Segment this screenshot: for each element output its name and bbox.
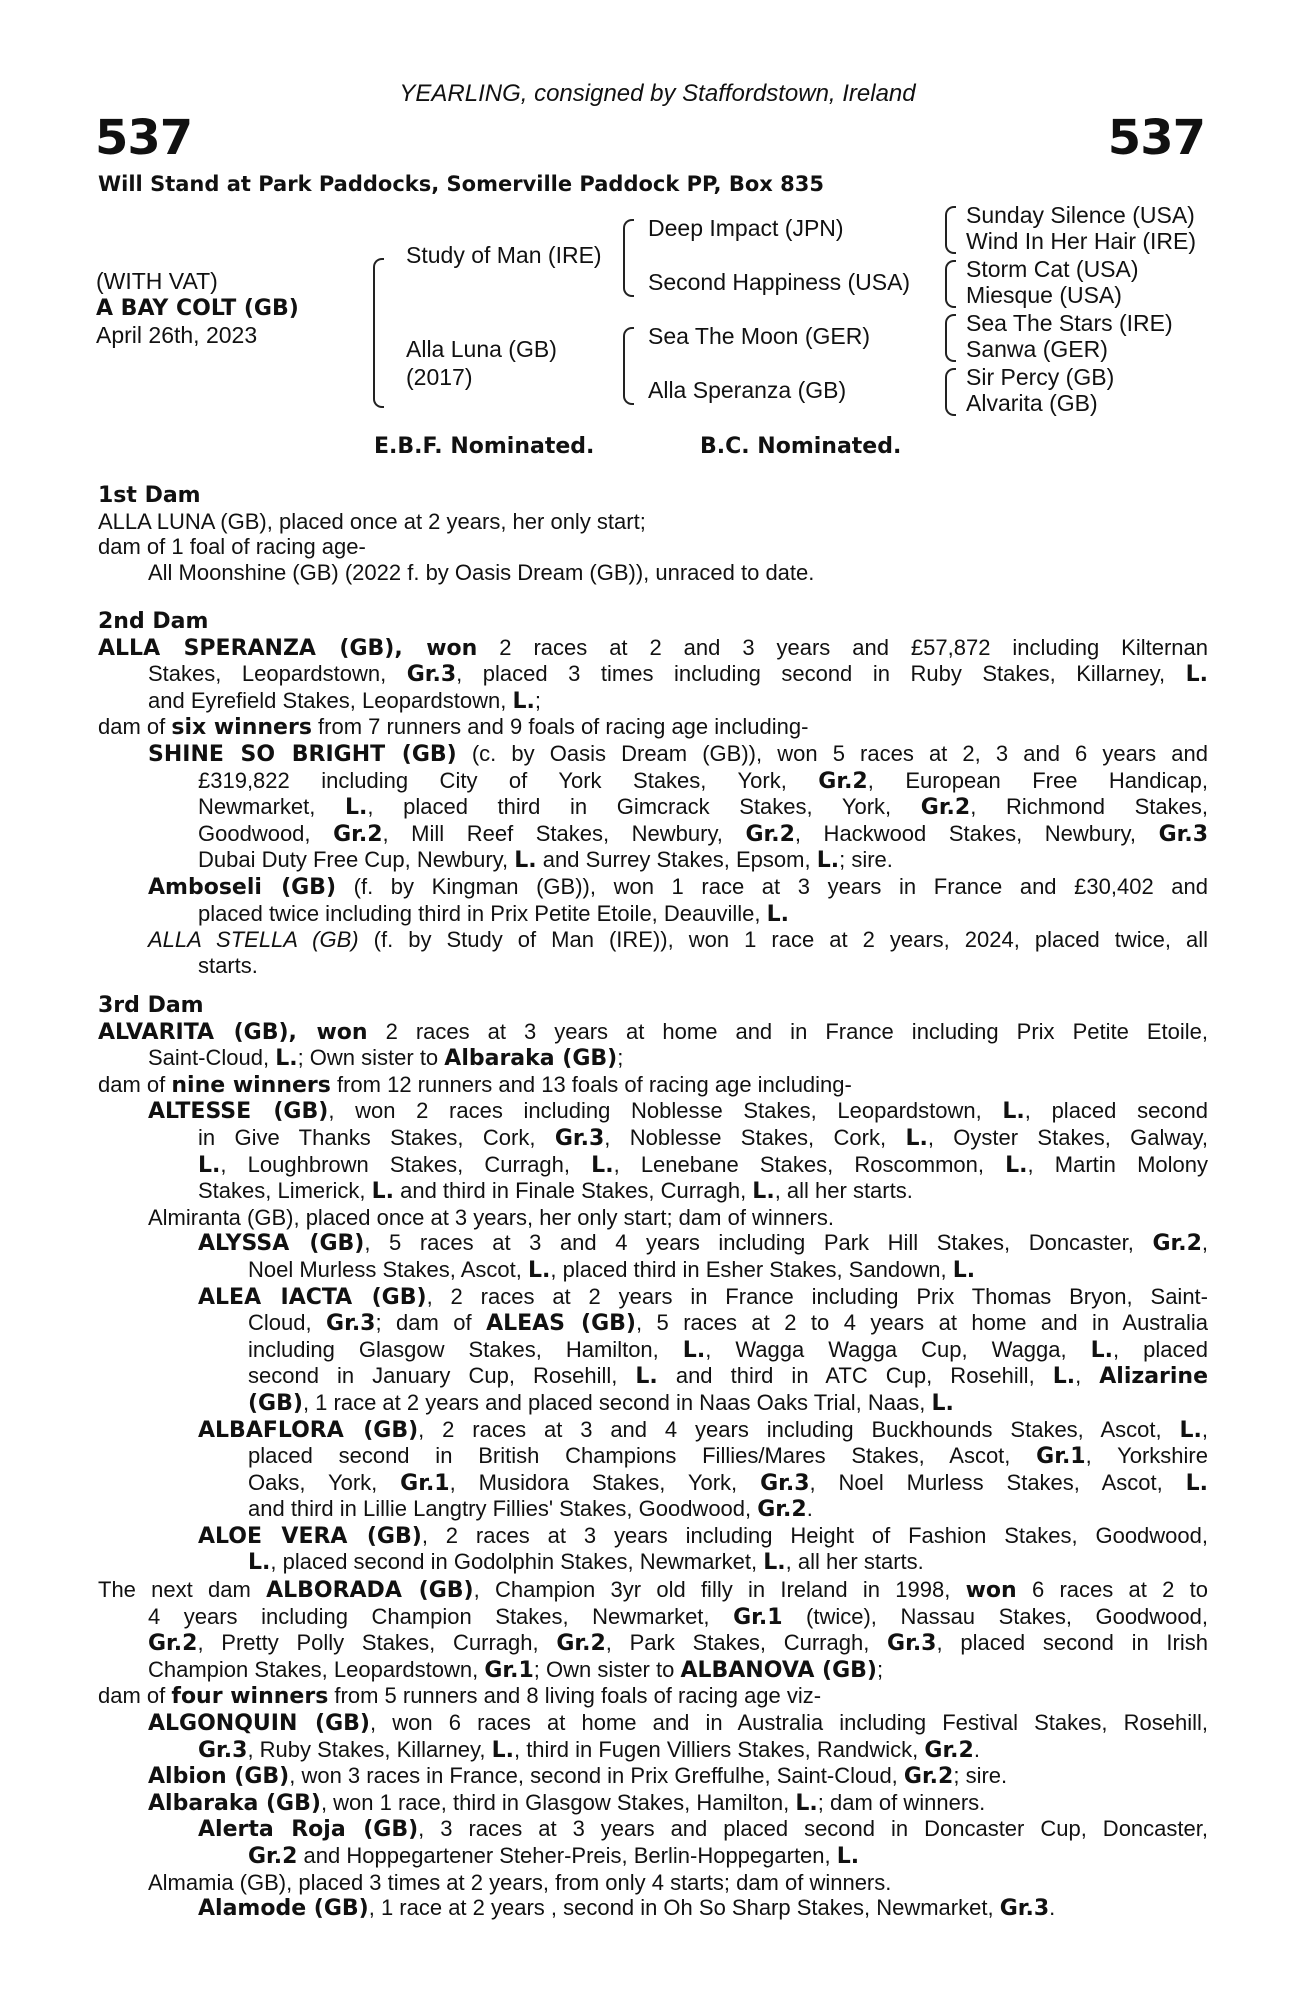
pedigree-sire: Study of Man (IRE) [406,242,602,268]
produce-line: Alerta Roja (GB), 3 races at 3 years and placed second in Doncaster Cup, Doncaster, [198,1816,1208,1843]
produce-line: Almiranta (GB), placed once at 3 years, her only start; dam of winners. [148,1204,834,1230]
produce-line: Gr.2 and Hoppegartener Steher-Preis, Berlin-Hoppegarten, L. [248,1842,860,1869]
next-dam-line: 4 years including Champion Stakes, Newmarket, Gr.1 (twice), Nassau Stakes, Goodwood, [148,1603,1208,1630]
produce-line: Stakes, Limerick, L. and third in Finale Stakes, Curragh, L., all her starts. [198,1178,913,1205]
first-dam-heading: 1st Dam [98,483,201,508]
pedigree-g3: Storm Cat (USA) [966,256,1139,282]
pedigree-brace-dam [623,327,634,405]
produce-line: SHINE SO BRIGHT (GB) (c. by Oasis Dream (GB)), won 5 races at 2, 3 and 6 years and [148,740,1209,767]
produce-line: Cloud, Gr.3; dam of ALEAS (GB), 5 races at 2 to 4 years at home and in Australia [248,1310,1208,1337]
produce-line: ALBAFLORA (GB), 2 races at 3 and 4 years including Buckhounds Stakes, Ascot, L., [198,1416,1209,1443]
first-dam-line: ALLA LUNA (GB), placed once at 2 years, her only start; [98,508,646,534]
first-dam-produce: All Moonshine (GB) (2022 f. by Oasis Dream (GB)), unraced to date. [148,559,815,585]
produce-line: Goodwood, Gr.2, Mill Reef Stakes, Newbury, Gr.2, Hackwood Stakes, Newbury, Gr.3 [198,820,1209,847]
horse-dob: April 26th, 2023 [96,322,258,348]
horse-name: A BAY COLT (GB) [96,296,299,321]
stand-location: Will Stand at Park Paddocks, Somerville Paddock PP, Box 835 [98,172,824,196]
produce-line: Oaks, York, Gr.1, Musidora Stakes, York, Gr.3, Noel Murless Stakes, Ascot, L. [248,1469,1208,1496]
produce-line: Dubai Duty Free Cup, Newbury, L. and Surrey Stakes, Epsom, L.; sire. [198,847,893,874]
vat-note: (WITH VAT) [96,268,218,294]
pedigree-g5: Sea The Stars (IRE) [966,310,1173,336]
pedigree-g6: Sanwa (GER) [966,336,1108,362]
produce-line: placed twice including third in Prix Petite Etoile, Deauville, L. [198,900,790,927]
pedigree-sire-sire: Deep Impact (JPN) [648,215,844,241]
pedigree-brace-g4 [945,368,956,416]
pedigree-g2: Wind In Her Hair (IRE) [966,228,1197,254]
pedigree-g7: Sir Percy (GB) [966,364,1115,390]
produce-line: L., Loughbrown Stakes, Curragh, L., Lenebane Stakes, Roscommon, L., Martin Molony [198,1151,1208,1178]
produce-line: ALGONQUIN (GB), won 6 races at home and in Australia including Festival Stakes, Rosehill, [148,1709,1208,1736]
pedigree-dam-dam: Alla Speranza (GB) [648,377,847,403]
third-dam-line: dam of nine winners from 12 runners and 13 foals of racing age including- [98,1071,852,1098]
lot-number-left: 537 [95,110,193,166]
next-dam-line: The next dam ALBORADA (GB), Champion 3yr old filly in Ireland in 1998, won 6 races at 2 to [98,1577,1208,1603]
third-dam-line: Saint-Cloud, L.; Own sister to Albaraka (GB); [148,1045,624,1072]
pedigree-brace-g1 [945,206,956,254]
bc-nomination: B.C. Nominated. [700,434,902,459]
next-dam-line: Champion Stakes, Leopardstown, Gr.1; Own sister to ALBANOVA (GB); [148,1656,884,1683]
second-dam-line: ALLA SPERANZA (GB), won 2 races at 2 and 3 years and £57,872 including Kilternan [98,634,1208,661]
second-dam-heading: 2nd Dam [98,609,209,634]
lot-number-right: 537 [1107,110,1205,166]
first-dam-section [98,483,1208,585]
second-dam-line: dam of six winners from 7 runners and 9 foals of racing age including- [98,714,809,741]
pedigree-dam-year: (2017) [406,364,473,390]
page-header: YEARLING, consigned by Staffordstown, Ireland [399,80,916,107]
third-dam-line: ALVARITA (GB), won 2 races at 3 years at home and in France including Prix Petite Etoile, [98,1018,1208,1045]
first-dam-line: dam of 1 foal of racing age- [98,534,366,560]
pedigree-brace-sire [623,219,634,297]
pedigree-brace-g3 [945,314,956,362]
produce-line: placed second in British Champions Fillies/Mares Stakes, Ascot, Gr.1, Yorkshire [248,1443,1208,1470]
produce-line: Albion (GB), won 3 races in France, second in Prix Greffulhe, Saint-Cloud, Gr.2; sire. [148,1763,1008,1790]
produce-line: in Give Thanks Stakes, Cork, Gr.3, Noblesse Stakes, Cork, L., Oyster Stakes, Galway, [198,1124,1208,1151]
pedigree-brace-g2 [945,260,956,308]
produce-line: ALYSSA (GB), 5 races at 3 and 4 years including Park Hill Stakes, Doncaster, Gr.2, [198,1230,1208,1257]
pedigree-g4: Miesque (USA) [966,282,1122,308]
produce-line: (GB), 1 race at 2 years and placed second in Naas Oaks Trial, Naas, L. [248,1389,954,1416]
pedigree-sire-dam: Second Happiness (USA) [648,269,911,295]
produce-line: £319,822 including City of York Stakes, York, Gr.2, European Free Handicap, [198,767,1208,794]
next-dam-section [98,1577,1208,1922]
produce-line: ALEA IACTA (GB), 2 races at 2 years in France including Prix Thomas Bryon, Saint- [198,1283,1208,1310]
pedigree-dam: Alla Luna (GB) [406,336,557,362]
produce-line: Amboseli (GB) (f. by Kingman (GB)), won 1 race at 3 years in France and £30,402 and [148,873,1208,900]
pedigree-g8: Alvarita (GB) [966,390,1098,416]
pedigree-dam-sire: Sea The Moon (GER) [648,323,871,349]
produce-line: Newmarket, L., placed third in Gimcrack Stakes, York, Gr.2, Richmond Stakes, [198,794,1208,821]
next-dam-line: Gr.2, Pretty Polly Stakes, Curragh, Gr.2, Park Stakes, Curragh, Gr.3, placed second in Irish [148,1630,1208,1657]
pedigree-g1: Sunday Silence (USA) [966,202,1195,228]
second-dam-line: Stakes, Leopardstown, Gr.3, placed 3 times including second in Ruby Stakes, Killarney, L. [148,661,1208,688]
second-dam-section [98,609,1208,978]
next-dam-line: dam of four winners from 5 runners and 8 living foals of racing age viz- [98,1683,822,1710]
produce-line: including Glasgow Stakes, Hamilton, L., Wagga Wagga Cup, Wagga, L., placed [248,1336,1208,1363]
produce-line: ALTESSE (GB), won 2 races including Noblesse Stakes, Leopardstown, L., placed second [148,1098,1209,1125]
produce-line: Noel Murless Stakes, Ascot, L., placed third in Esher Stakes, Sandown, L. [248,1256,976,1283]
ebf-nomination: E.B.F. Nominated. [374,434,595,459]
produce-line: starts. [198,952,258,978]
produce-line: ALOE VERA (GB), 2 races at 3 years including Height of Fashion Stakes, Goodwood, [198,1522,1208,1549]
pedigree-brace-main [373,258,384,408]
third-dam-section [98,993,1208,1576]
produce-line: ALLA STELLA (GB) (f. by Study of Man (IRE)), won 1 race at 2 years, 2024, placed twice, all [148,927,1208,953]
produce-line: Almamia (GB), placed 3 times at 2 years, from only 4 starts; dam of winners. [148,1869,892,1895]
produce-line: Alamode (GB), 1 race at 2 years , second in Oh So Sharp Stakes, Newmarket, Gr.3. [198,1895,1056,1922]
produce-line: L., placed second in Godolphin Stakes, Newmarket, L., all her starts. [248,1549,924,1576]
produce-line: second in January Cup, Rosehill, L. and third in ATC Cup, Rosehill, L., Alizarine [248,1363,1209,1390]
produce-line: and third in Lillie Langtry Fillies' Stakes, Goodwood, Gr.2. [248,1496,813,1523]
produce-line: Albaraka (GB), won 1 race, third in Glasgow Stakes, Hamilton, L.; dam of winners. [148,1789,986,1816]
third-dam-heading: 3rd Dam [98,993,204,1018]
second-dam-line: and Eyrefield Stakes, Leopardstown, L.; [148,687,541,714]
produce-line: Gr.3, Ruby Stakes, Killarney, L., third in Fugen Villiers Stakes, Randwick, Gr.2. [198,1736,980,1763]
